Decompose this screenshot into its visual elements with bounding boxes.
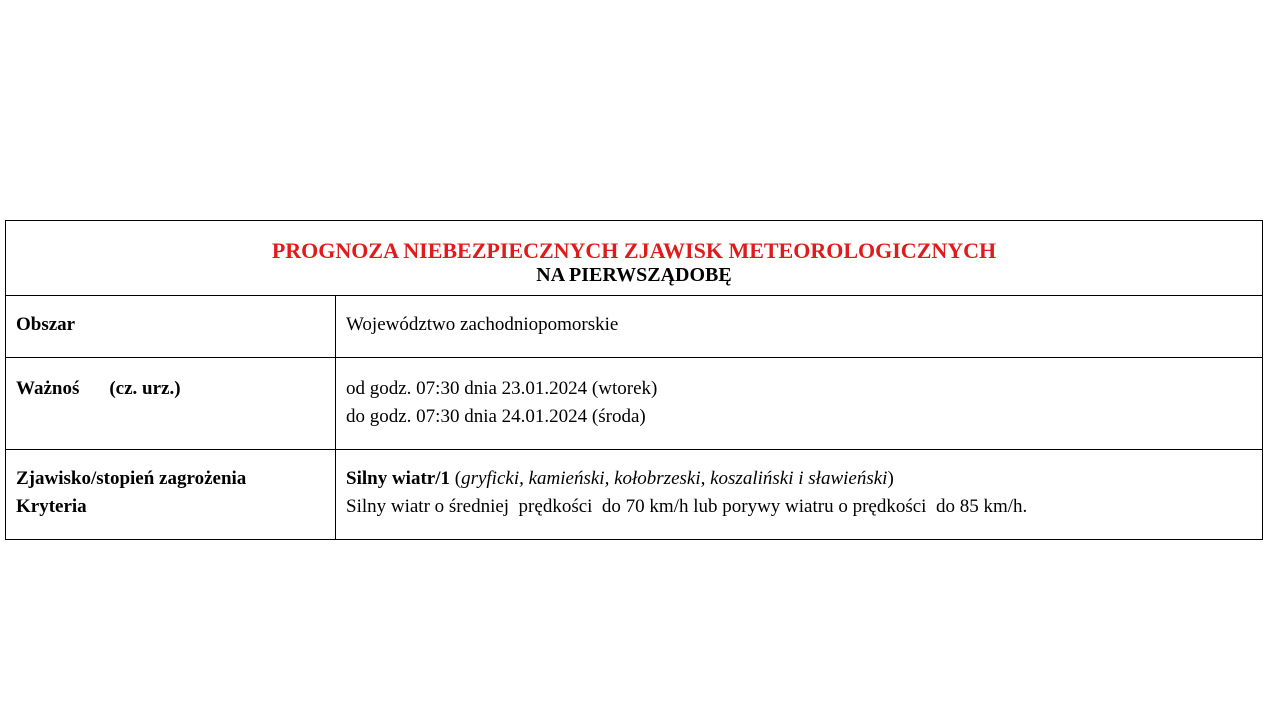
validity-label: Ważnoś — [16, 378, 80, 399]
phenomenon-districts: gryficki, kamieński, kołobrzeski, koszaliński i sławieński — [461, 468, 888, 489]
title-cell — [6, 221, 1263, 296]
scan-mark — [638, 212, 648, 216]
phenomenon-label-cell — [6, 450, 336, 540]
area-row — [6, 296, 1263, 358]
close-paren: ) — [887, 468, 894, 489]
criteria-label: Kryteria — [16, 496, 87, 517]
area-value: Województwo zachodniopomorskie — [336, 296, 1263, 358]
document-title: PROGNOZA NIEBEZPIECZNYCH ZJAWISK METEOROLOGICZNYCH — [271, 238, 997, 263]
forecast-table — [5, 220, 1263, 540]
open-paren: ( — [449, 468, 462, 489]
validity-from: od godz. 07:30 dnia 23.01.2024 (wtorek) — [346, 378, 658, 399]
validity-row — [6, 358, 1263, 450]
document-subtitle: NA PIERWSZĄDOBĘ — [536, 264, 732, 286]
phenomenon-label: Zjawisko/stopień zagrożenia — [16, 468, 247, 489]
phenomenon-name: Silny wiatr/1 — [346, 468, 450, 489]
area-label: Obszar — [6, 296, 336, 358]
validity-to: do godz. 07:30 dnia 24.01.2024 (środa) — [346, 406, 646, 427]
phenomenon-row — [6, 450, 1263, 540]
validity-label-cell — [6, 358, 336, 450]
phenomenon-value-cell — [336, 450, 1263, 540]
phenomenon-line — [346, 465, 1262, 493]
criteria-text: Silny wiatr o średniej prędkości do 70 km/h lub porywy wiatru o prędkości do 85 km/h. — [346, 496, 1028, 517]
validity-label-suffix: (cz. urz.) — [109, 378, 181, 399]
validity-value-cell — [336, 358, 1263, 450]
title-row — [6, 221, 1263, 296]
